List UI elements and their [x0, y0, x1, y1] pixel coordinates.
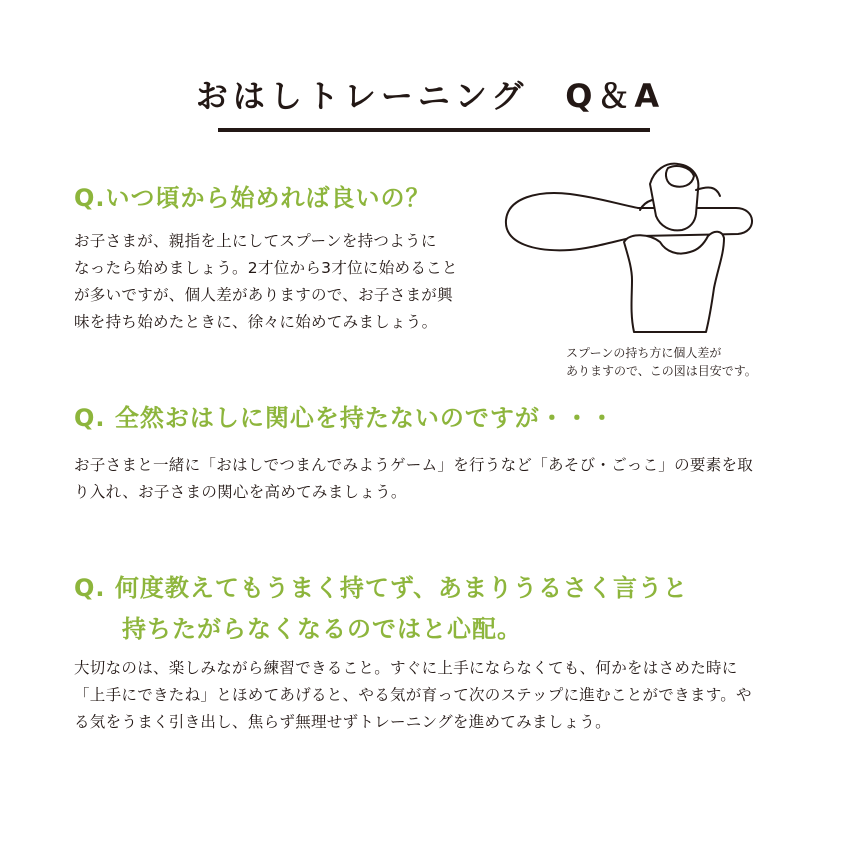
question-1: Q.いつ頃から始めれば良いの？: [74, 184, 431, 212]
answer-1-line: お子さまが、親指を上にしてスプーンを持つように: [74, 232, 437, 250]
caption-line: スプーンの持ち方に個人差が: [566, 346, 722, 360]
question-3-line-2: 持ちたがらなくなるのではと心配。: [122, 615, 522, 643]
title-underline: [218, 128, 650, 132]
illustration-caption: [566, 344, 796, 380]
page-title: おはしトレーニング Q＆A: [195, 77, 665, 115]
answer-1-line: 味を持ち始めたときに、徐々に始めてみましょう。: [74, 313, 438, 331]
answer-1-line: なったら始めましょう。2才位から3才位に始めること: [74, 259, 458, 277]
answer-1: [74, 228, 494, 336]
answer-2-line: お子さまと一緒に「おはしでつまんでみようゲーム」を行うなど「あそび・ごっこ」の要素を取: [74, 456, 754, 474]
answer-2: [74, 452, 794, 506]
answer-3-line: 「上手にできたね」とほめてあげると、やる気が育って次のステップに進むことができます。や: [74, 686, 752, 704]
question-3-line-1: Q. 何度教えてもうまく持てず、あまりうるさく言うと: [74, 574, 688, 602]
answer-3-line: 大切なのは、楽しみながら練習できること。すぐに上手にならなくても、何かをはさめた時に: [74, 659, 738, 677]
question-2: Q. 全然おはしに関心を持たないのですが・・・: [74, 404, 615, 432]
answer-3: [74, 655, 794, 736]
caption-line: ありますので、この図は目安です。: [566, 364, 757, 378]
hand-holding-spoon-icon: [500, 156, 772, 336]
answer-1-line: が多いですが、個人差がありますので、お子さまが興: [74, 286, 453, 304]
answer-3-line: る気をうまく引き出し、焦らず無理せずトレーニングを進めてみましょう。: [74, 713, 611, 731]
answer-2-line: り入れ、お子さまの関心を高めてみましょう。: [74, 483, 407, 501]
